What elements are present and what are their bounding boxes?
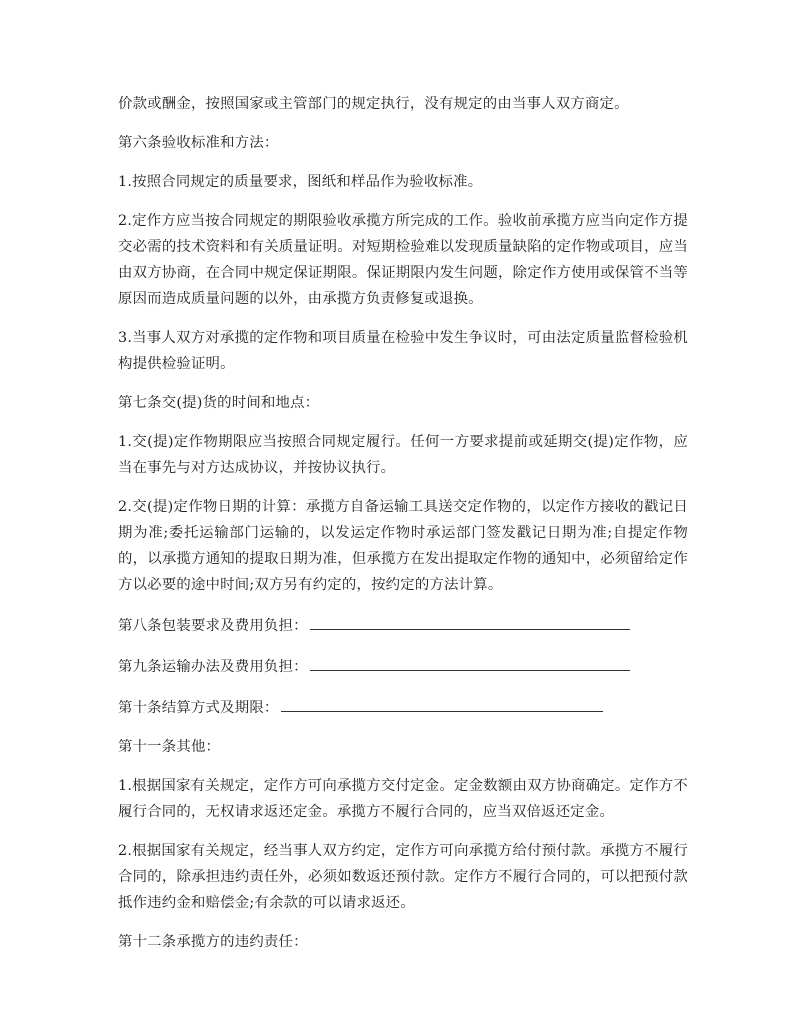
heading-article-11: 第十一条其他：	[118, 739, 221, 755]
paragraph-article-11-item-2: 2.根据国家有关规定，经当事人双方约定，定作方可向承揽方给付预付款。承揽方不履行合同的，除承担违约责任外，必须如数返还预付款。定作方不履行合同的，可以把预付款抵作违约金和赔偿金;有余款的可以请求返还。	[118, 843, 688, 911]
field-article-10	[118, 693, 688, 721]
heading-article-7: 第七条交(提)货的时间和地点：	[118, 395, 320, 411]
field-label: 第十条结算方式及期限：	[118, 700, 279, 716]
blank-line	[310, 611, 630, 630]
document-body	[118, 91, 688, 968]
heading-article-6: 第六条验收标准和方法：	[118, 135, 279, 151]
paragraph-price: 价款或酬金，按照国家或主管部门的规定执行，没有规定的由当事人双方商定。	[118, 96, 629, 112]
field-label: 第九条运输办法及费用负担：	[118, 659, 308, 675]
paragraph-article-7-item-2: 2.交(提)定作物日期的计算：承揽方自备运输工具送交定作物的，以定作方接收的戳记日期为准;委托运输部门运输的，以发运定作物时承运部门签发戳记日期为准;自提定作物的，以承揽方通知的提取日期为准，但承揽方在发出提取定作物的通知中，必须留给定作方以必要的途中时间;双方另有约定的，按约定的方法计算。	[118, 499, 688, 593]
field-label: 第八条包装要求及费用负担：	[118, 618, 308, 634]
paragraph-article-7-item-1: 1.交(提)定作物期限应当按照合同规定履行。任何一方要求提前或延期交(提)定作物，应当在事先与对方达成协议，并按协议执行。	[118, 434, 688, 476]
field-article-8	[118, 611, 688, 639]
paragraph-article-6-item-1: 1.按照合同规定的质量要求，图纸和样品作为验收标准。	[118, 174, 483, 190]
paragraph-article-11-item-1: 1.根据国家有关规定，定作方可向承揽方交付定金。定金数额由双方协商确定。定作方不履行合同的，无权请求返还定金。承揽方不履行合同的，应当双倍返还定金。	[118, 778, 688, 820]
field-article-9	[118, 652, 688, 680]
paragraph-article-6-item-2: 2.定作方应当按合同规定的期限验收承揽方所完成的工作。验收前承揽方应当向定作方提交必需的技术资料和有关质量证明。对短期检验难以发现质量缺陷的定作物或项目，应当由双方协商，在合同中规定保证期限。保证期限内发生问题，除定作方使用或保管不当等原因而造成质量问题的以外，由承揽方负责修复或退换。	[118, 213, 688, 307]
blank-line	[281, 693, 603, 712]
blank-line	[310, 652, 630, 671]
paragraph-article-6-item-3: 3.当事人双方对承揽的定作物和项目质量在检验中发生争议时，可由法定质量监督检验机构提供检验证明。	[118, 330, 688, 372]
heading-article-12: 第十二条承揽方的违约责任：	[118, 934, 308, 950]
